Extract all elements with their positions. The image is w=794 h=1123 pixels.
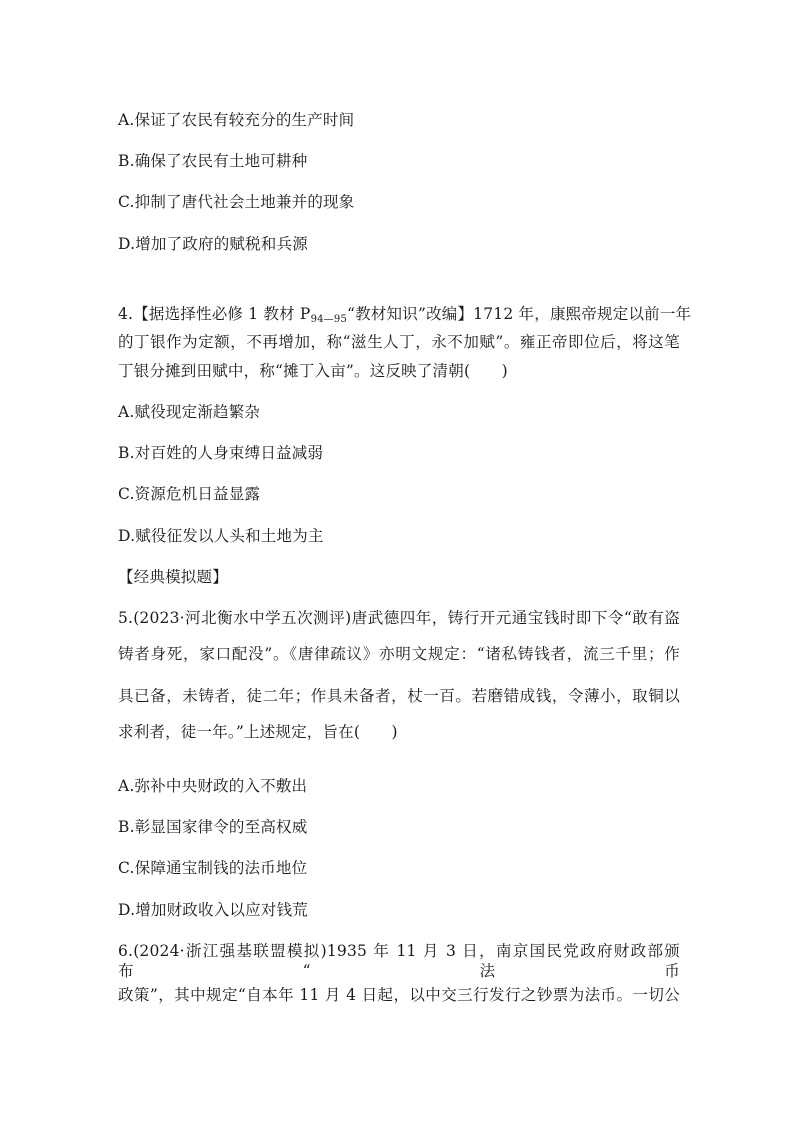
q4-option-b: B.对百姓的人身束缚日益减弱 <box>118 444 324 462</box>
q6-stem-line-2: 政策”，其中规定“自本年 11 月 4 日起，以中交三行发行之钞票为法币。一切公 <box>118 986 680 1004</box>
q3-option-c: C.抑制了唐代社会土地兼并的现象 <box>118 193 355 211</box>
q5-stem-line-1: 5.(2023·河北衡水中学五次测评)唐武德四年，铸行开元通宝钱时即下令“敢有盗 <box>118 609 680 627</box>
q5-option-c: C.保障通宝制钱的法币地位 <box>118 859 308 877</box>
q5-option-d: D.增加财政收入以应对钱荒 <box>118 901 308 919</box>
q5-stem-line-4: 求利者，徒一年。”上述规定，旨在( ) <box>118 723 398 741</box>
q4-stem-line-1 <box>118 304 692 325</box>
q5-stem-line-2: 铸者身死，家口配没”。《唐律疏议》亦明文规定：“诸私铸钱者，流三千里；作 <box>118 645 680 663</box>
q4-option-c: C.资源危机日益显露 <box>118 485 261 503</box>
q4-option-d: D.赋役征发以人头和土地为主 <box>118 527 324 545</box>
q4-option-a: A.赋役现定渐趋繁杂 <box>118 403 261 421</box>
q4-stem-line-1-post: “教材知识”改编】1712 年，康熙帝规定以前一年 <box>347 305 692 323</box>
q5-option-a: A.弥补中央财政的入不敷出 <box>118 777 308 795</box>
q4-page-range: 94—95 <box>310 314 348 325</box>
section-title: 【经典模拟题】 <box>118 568 228 586</box>
q3-option-d: D.增加了政府的赋税和兵源 <box>118 235 308 253</box>
q5-option-b: B.彰显国家律令的至高权威 <box>118 818 308 836</box>
q6-stem-line-1: 6.(2024·浙江强基联盟模拟)1935 年 11 月 3 日，南京国民党政府财政部颁布“法币 <box>118 942 680 980</box>
q5-stem-line-3: 具已备，未铸者，徒二年；作具未备者，杖一百。若磨错成钱，令薄小，取铜以 <box>118 687 680 705</box>
q4-stem-line-3: 丁银分摊到田赋中，称“摊丁入亩”。这反映了清朝( ) <box>118 362 508 380</box>
q4-stem-line-2: 的丁银作为定额，不再增加，称“滋生人丁，永不加赋”。雍正帝即位后，将这笔 <box>118 333 680 351</box>
q3-option-a: A.保证了农民有较充分的生产时间 <box>118 111 355 129</box>
q4-stem-line-1-pre: 4.【据选择性必修 1 教材 P <box>118 305 311 323</box>
q3-option-b: B.确保了农民有土地可耕种 <box>118 152 308 170</box>
